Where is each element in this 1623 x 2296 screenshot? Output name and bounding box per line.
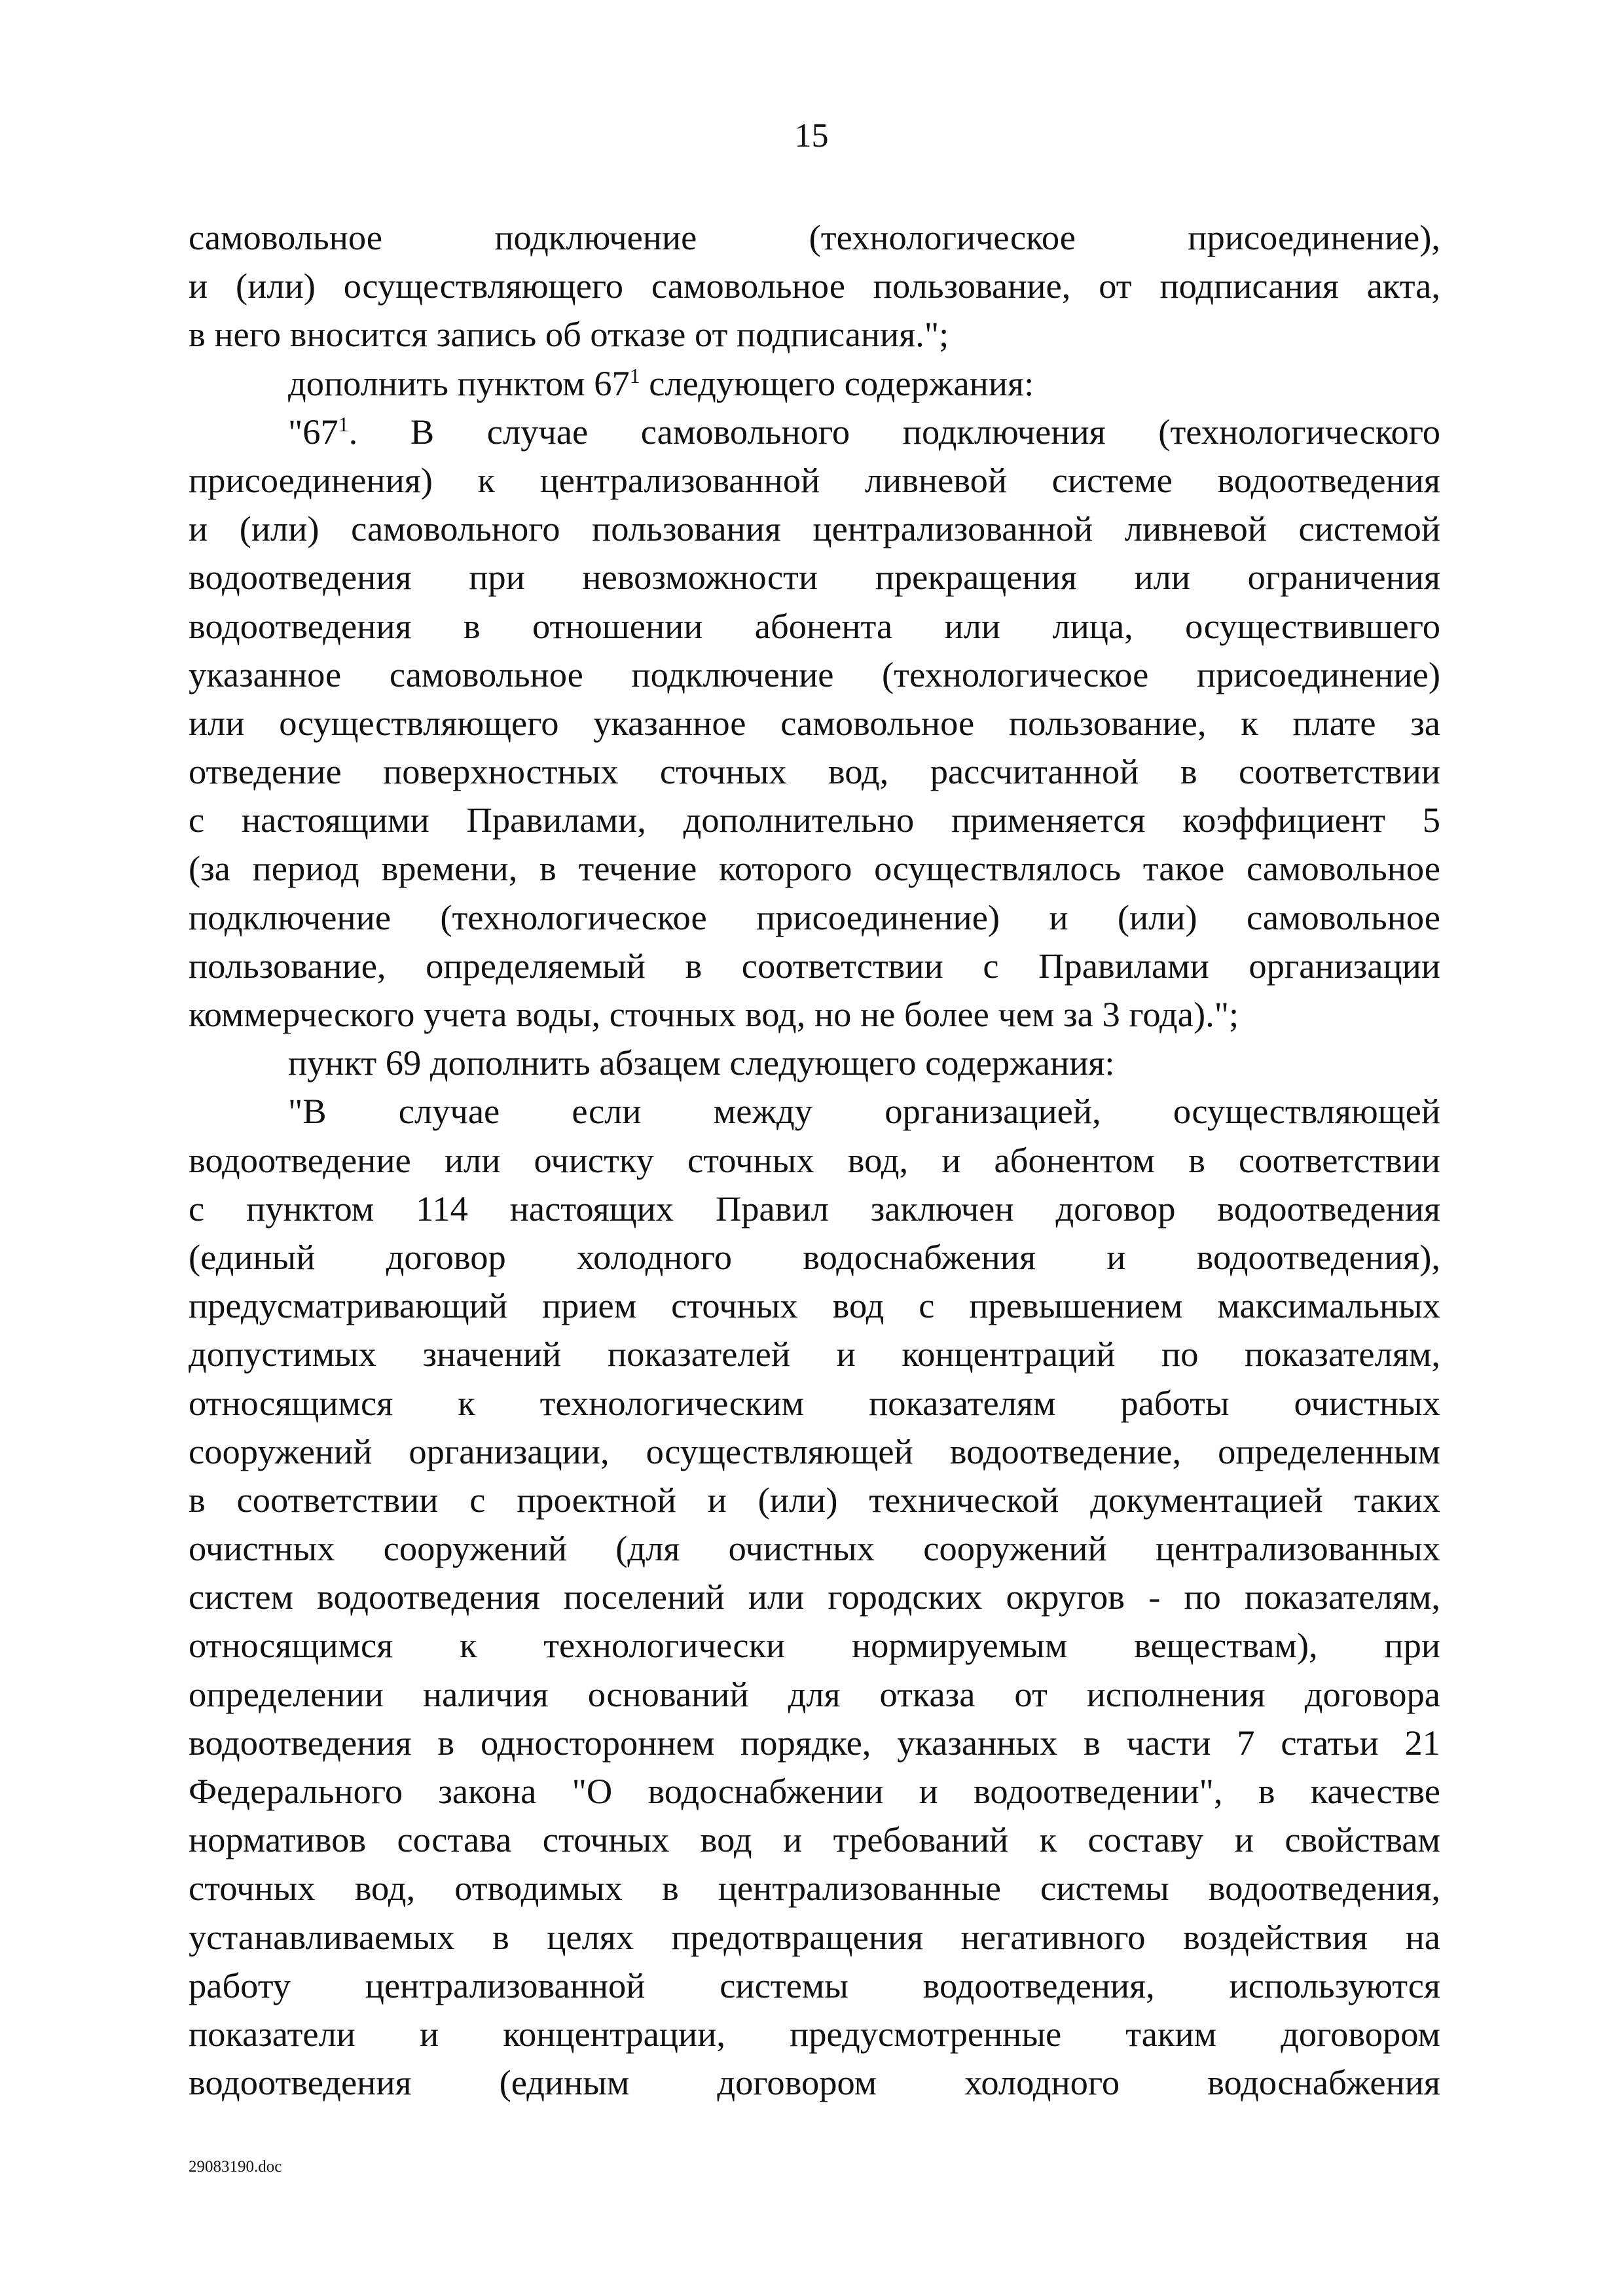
- text-line: водоотведения в одностороннем порядке, указанных в части 7 статьи 21: [189, 1722, 1440, 1763]
- text-fragment: "67: [288, 411, 338, 452]
- text-fragment: дополнить пунктом 67: [288, 363, 630, 403]
- text-line: (единый договор холодного водоснабжения и водоотведения),: [189, 1236, 1440, 1277]
- text-line: коммерческого учета воды, сточных вод, но не более чем за 3 года).";: [189, 994, 1239, 1034]
- text-line: и (или) самовольного пользования централизованной ливневой системой: [189, 509, 1440, 549]
- text-line: сооружений организации, осуществляющей водоотведение, определенным: [189, 1431, 1440, 1471]
- clause-67-1-first-line: [189, 408, 1440, 456]
- text-line: относящимся к технологически нормируемым веществам), при: [189, 1625, 1440, 1666]
- text-fragment: следующего содержания:: [640, 363, 1034, 403]
- text-line: (за период времени, в течение которого осуществлялось такое самовольное: [189, 848, 1440, 889]
- document-footer-filename: 29083190.doc: [189, 2158, 282, 2176]
- text-line: с настоящими Правилами, дополнительно применяется коэффициент 5: [189, 800, 1440, 840]
- text-line: самовольное подключение (технологическое присоединение),: [189, 217, 1440, 257]
- text-line: в соответствии с проектной и (или) технической документацией таких: [189, 1479, 1440, 1520]
- superscript: 1: [629, 364, 640, 387]
- text-line: очистных сооружений (для очистных сооружений централизованных: [189, 1528, 1440, 1569]
- text-line: или осуществляющего указанное самовольное пользование, к плате за: [189, 702, 1440, 743]
- text-line: показатели и концентрации, предусмотренные таким договором: [189, 2013, 1440, 2054]
- superscript: 1: [338, 412, 349, 436]
- text-line: нормативов состава сточных вод и требований к составу и свойствам: [189, 1820, 1440, 1860]
- text-line: в него вносится запись об отказе от подписания.";: [189, 314, 949, 355]
- paragraph-insert-69: пункт 69 дополнить абзацем следующего содержания:: [288, 1043, 1115, 1083]
- text-line: водоотведения при невозможности прекращения или ограничения: [189, 557, 1440, 598]
- text-line: пользование, определяемый в соответствии с Правилами организации: [189, 945, 1440, 986]
- paragraph-insert-67-1: [189, 359, 1440, 408]
- text-line: Федерального закона "О водоснабжении и водоотведении", в качестве: [189, 1771, 1440, 1811]
- text-line: водоотведения (единым договором холодного водоснабжения: [189, 2062, 1440, 2103]
- text-line: относящимся к технологическим показателям работы очистных: [189, 1382, 1440, 1423]
- text-line: сточных вод, отводимых в централизованные системы водоотведения,: [189, 1868, 1440, 1909]
- text-line: водоотведения в отношении абонента или лица, осуществившего: [189, 605, 1440, 646]
- text-line: и (или) осуществляющего самовольное пользование, от подписания акта,: [189, 266, 1440, 306]
- document-body: [189, 213, 1440, 2107]
- text-line: определении наличия оснований для отказа от исполнения договора: [189, 1674, 1440, 1714]
- text-fragment: . В случае самовольного подключения (технологического: [348, 411, 1440, 452]
- text-line: допустимых значений показателей и концентраций по показателям,: [189, 1334, 1440, 1374]
- text-line: водоотведение или очистку сточных вод, и абонентом в соответствии: [189, 1139, 1440, 1180]
- text-line: предусматривающий прием сточных вод с превышением максимальных: [189, 1285, 1440, 1326]
- text-line: присоединения) к централизованной ливневой системе водоотведения: [189, 459, 1440, 500]
- text-line: систем водоотведения поселений или городских округов - по показателям,: [189, 1577, 1440, 1617]
- text-line: "В случае если между организацией, осуществляющей: [288, 1091, 1440, 1132]
- text-line: устанавливаемых в целях предотвращения негативного воздействия на: [189, 1916, 1440, 1957]
- text-line: работу централизованной системы водоотведения, используются: [189, 1965, 1440, 2005]
- text-line: отведение поверхностных сточных вод, рассчитанной в соответствии: [189, 751, 1440, 792]
- text-line: указанное самовольное подключение (технологическое присоединение): [189, 654, 1440, 694]
- text-line: подключение (технологическое присоединение) и (или) самовольное: [189, 897, 1440, 937]
- text-line: с пунктом 114 настоящих Правил заключен договор водоотведения: [189, 1188, 1440, 1229]
- page-number: 15: [794, 117, 829, 154]
